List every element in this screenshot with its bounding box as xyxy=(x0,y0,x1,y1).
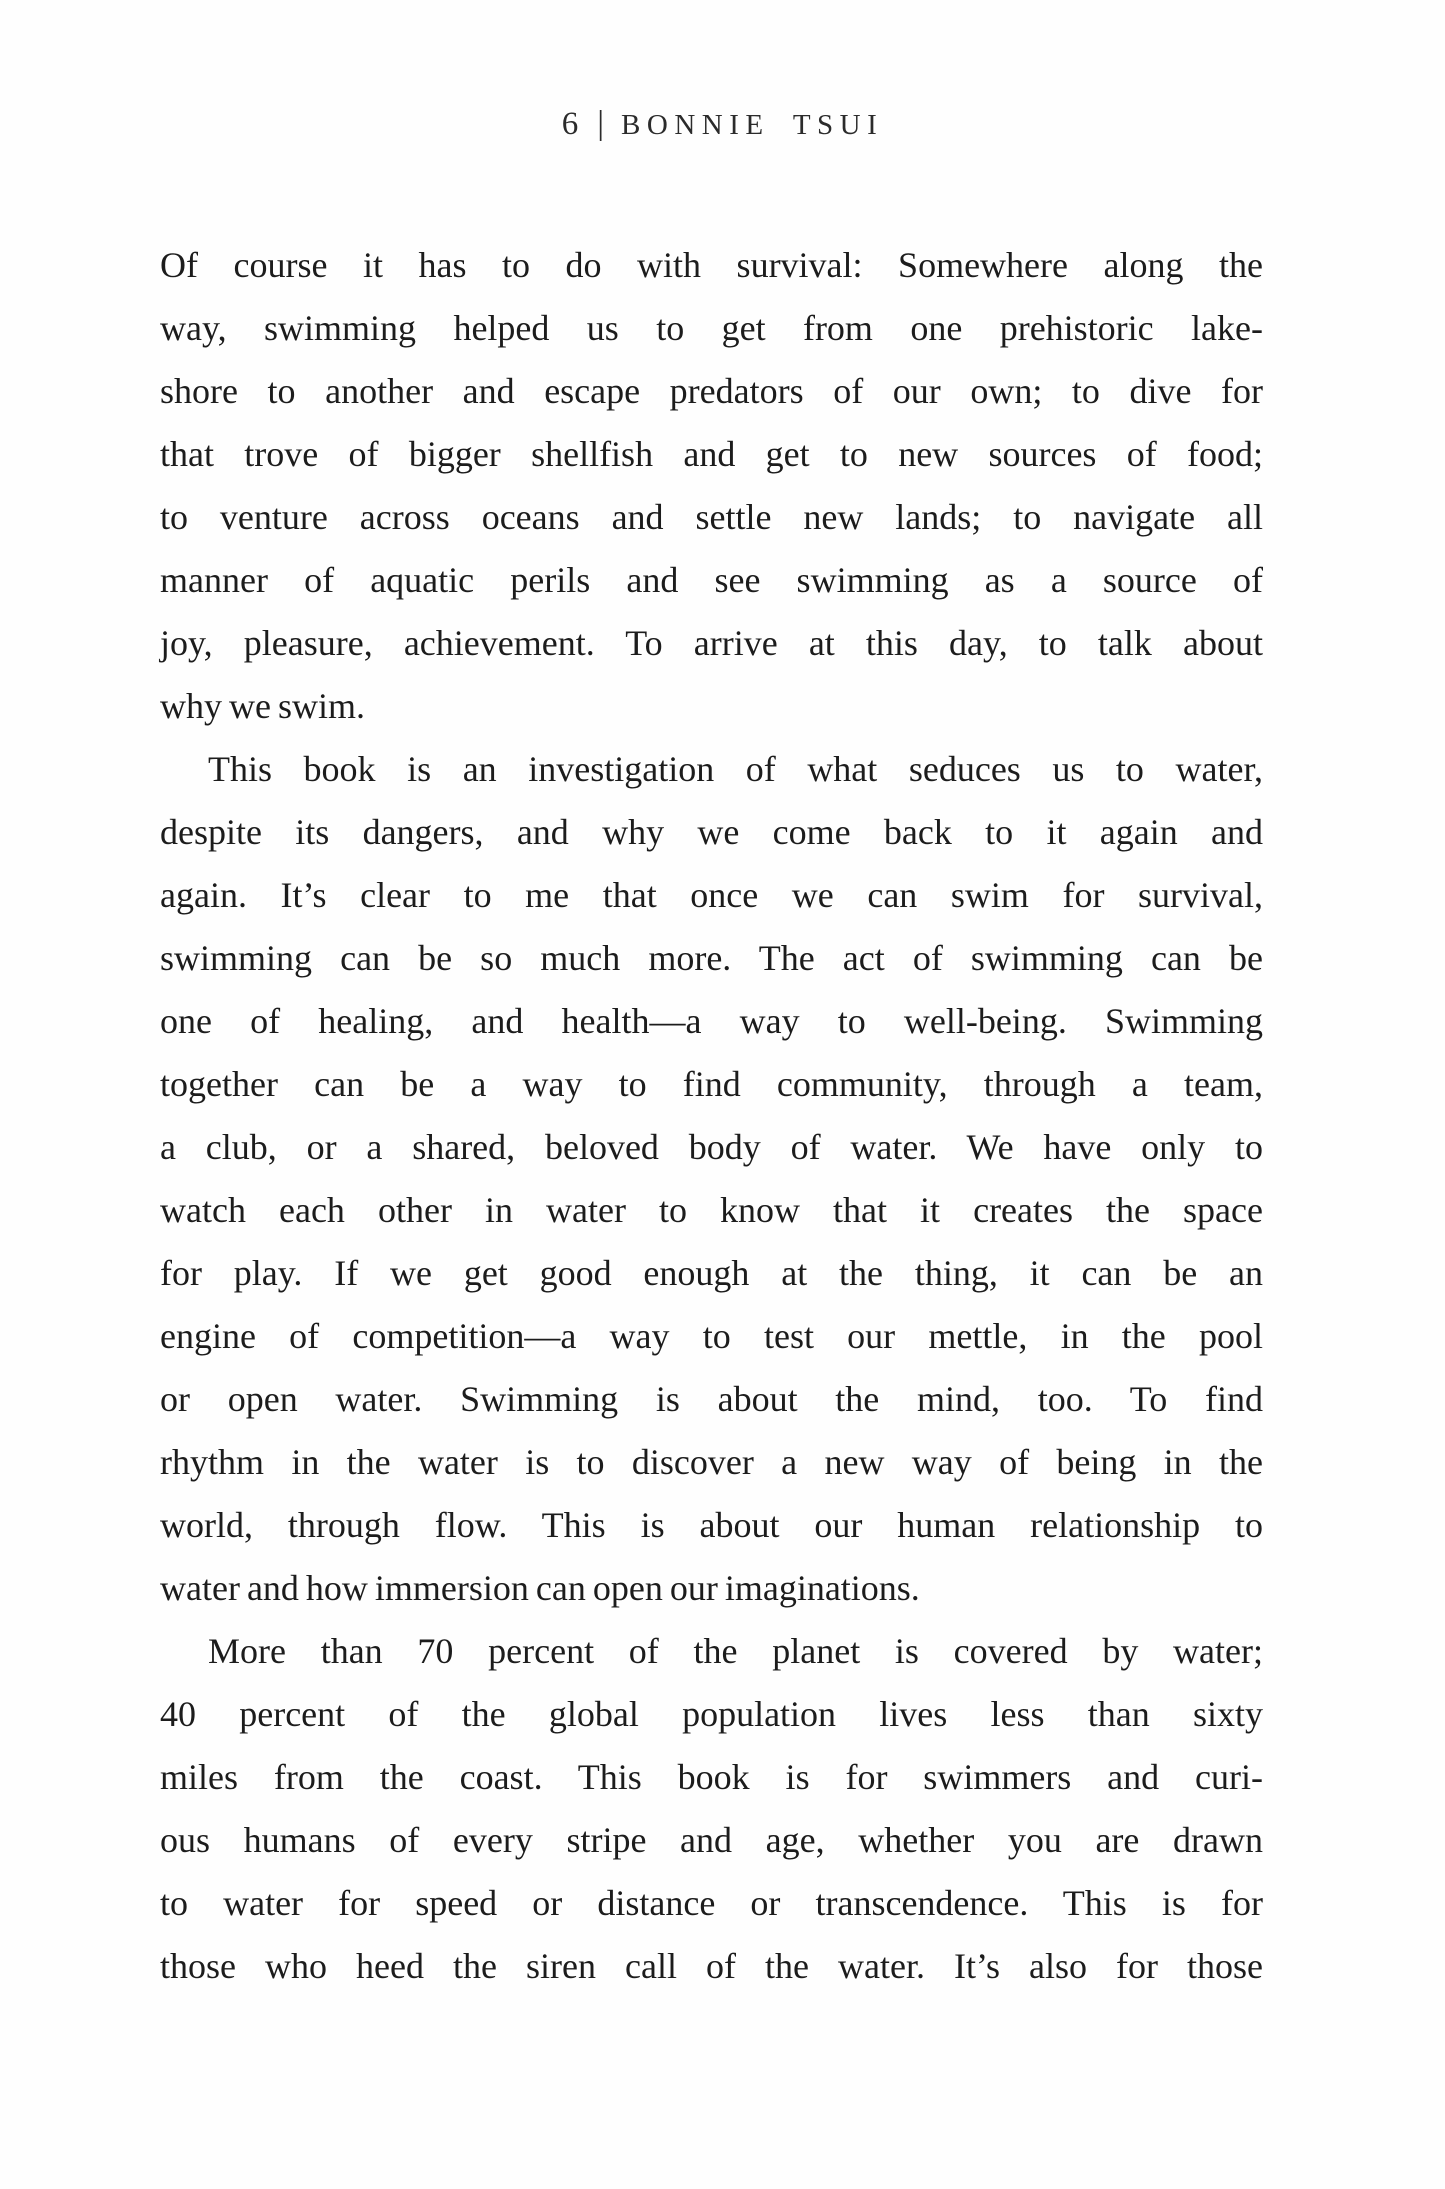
text-line: one of healing, and health—a way to well-being. Swimming xyxy=(160,1001,1263,1041)
text-line: together can be a way to find community, through a team, xyxy=(160,1064,1263,1104)
text-line: a club, or a shared, beloved body of water. We have only to xyxy=(160,1127,1263,1167)
text-line: rhythm in the water is to discover a new way of being in the xyxy=(160,1442,1263,1482)
paragraph xyxy=(160,1620,1263,1998)
page-number: 6 xyxy=(561,106,581,142)
text-line: 40 percent of the global population lives less than sixty xyxy=(160,1694,1263,1734)
paragraph xyxy=(160,234,1263,738)
text-line: again. It’s clear to me that once we can swim for survival, xyxy=(160,875,1263,915)
text-line: watch each other in water to know that it creates the space xyxy=(160,1190,1263,1230)
text-line: engine of competition—a way to test our mettle, in the pool xyxy=(160,1316,1263,1356)
text-line: those who heed the siren call of the water. It’s also for those xyxy=(160,1946,1263,1986)
header-separator: | xyxy=(597,105,605,142)
text-line: to venture across oceans and settle new lands; to navigate all xyxy=(160,497,1263,537)
text-line: More than 70 percent of the planet is covered by water; xyxy=(208,1631,1263,1671)
author-name: BONNIE TSUI xyxy=(621,109,884,141)
text-line: world, through flow. This is about our human relationship to xyxy=(160,1505,1263,1545)
text-line: This book is an investigation of what seduces us to water, xyxy=(208,749,1263,789)
text-line: for play. If we get good enough at the thing, it can be an xyxy=(160,1253,1263,1293)
text-line: Of course it has to do with survival: Somewhere along the xyxy=(160,245,1263,285)
running-header xyxy=(0,102,1445,152)
text-line: or open water. Swimming is about the mind, too. To find xyxy=(160,1379,1263,1419)
text-line: miles from the coast. This book is for swimmers and curi- xyxy=(160,1757,1263,1797)
text-line: joy, pleasure, achievement. To arrive at this day, to talk about xyxy=(160,623,1263,663)
text-line: why we swim. xyxy=(160,686,365,726)
text-line: despite its dangers, and why we come back to it again and xyxy=(160,812,1263,852)
text-line: ous humans of every stripe and age, whether you are drawn xyxy=(160,1820,1263,1860)
paragraph xyxy=(160,738,1263,1620)
text-line: manner of aquatic perils and see swimming as a source of xyxy=(160,560,1263,600)
text-line: to water for speed or distance or transcendence. This is for xyxy=(160,1883,1263,1923)
text-line: swimming can be so much more. The act of swimming can be xyxy=(160,938,1263,978)
page-body xyxy=(160,234,1263,1998)
text-line: way, swimming helped us to get from one prehistoric lake- xyxy=(160,308,1263,348)
text-line: water and how immersion can open our imaginations. xyxy=(160,1568,920,1608)
text-line: that trove of bigger shellfish and get to new sources of food; xyxy=(160,434,1263,474)
text-line: shore to another and escape predators of our own; to dive for xyxy=(160,371,1263,411)
